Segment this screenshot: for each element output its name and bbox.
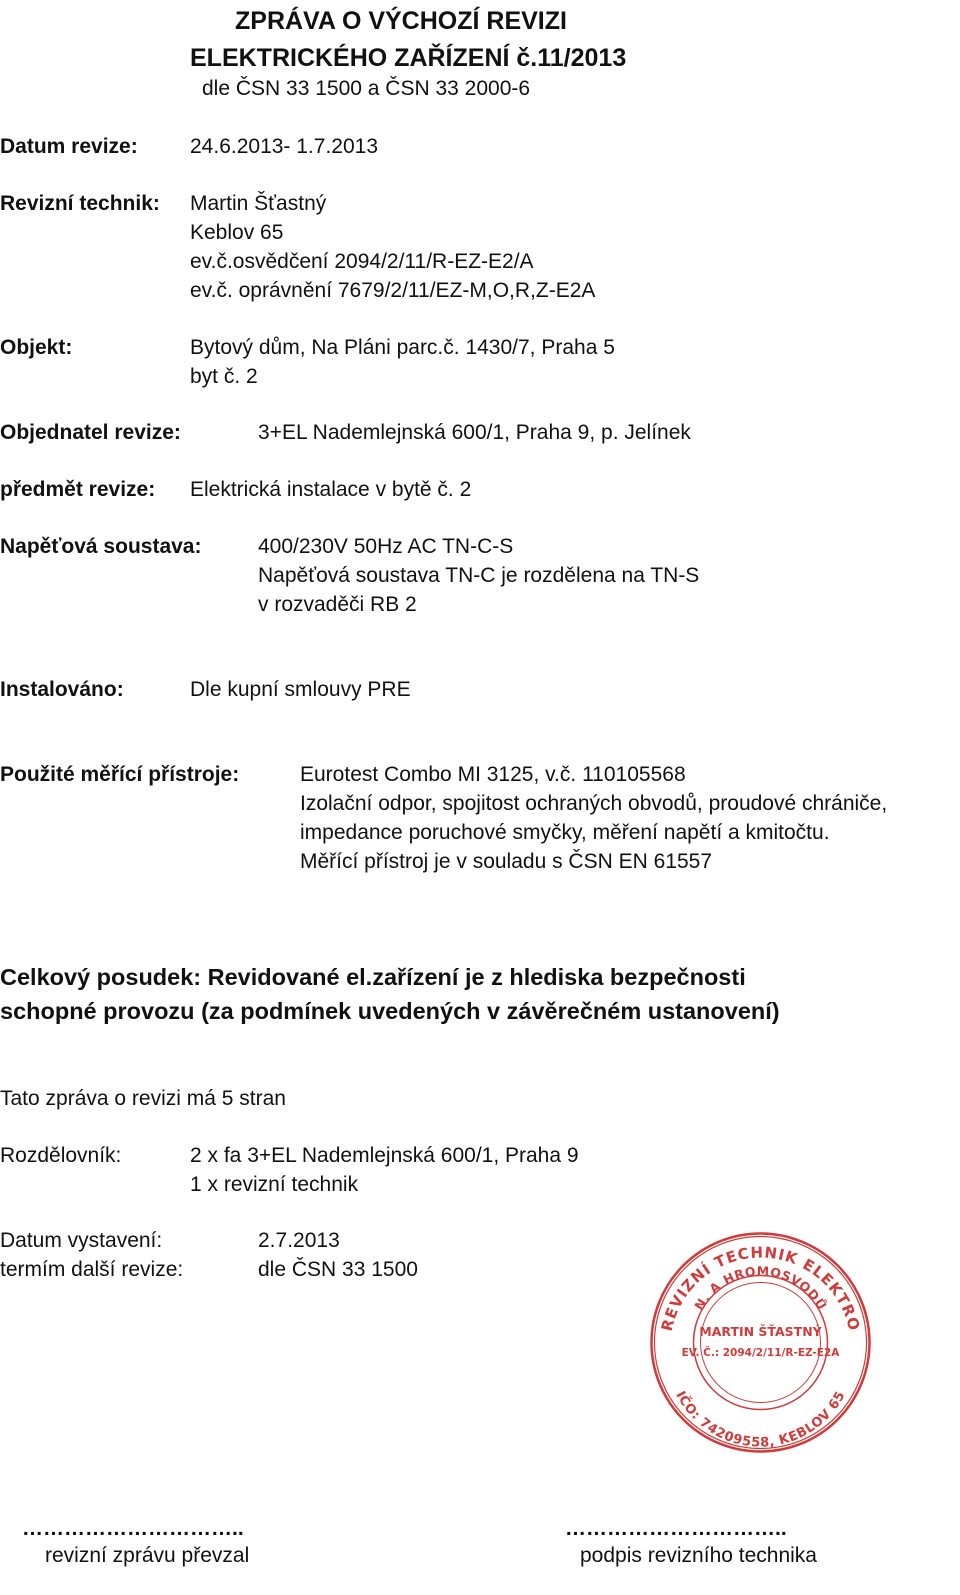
report-title-line2: ELEKTRICKÉHO ZAŘÍZENÍ č.11/2013 bbox=[190, 44, 627, 72]
pristroje-line: Měřící přístroj je v souladu s ČSN EN 61557 bbox=[300, 850, 713, 873]
datum-vystaveni-label: Datum vystavení: bbox=[0, 1229, 163, 1252]
datum-revize-value: 24.6.2013- 1.7.2013 bbox=[190, 135, 378, 158]
technik-line: Martin Šťastný bbox=[190, 192, 327, 215]
signature-caption-right: podpis revizního technika bbox=[580, 1544, 817, 1567]
soustava-label: Napěťová soustava: bbox=[0, 535, 202, 558]
posudek-line1: Celkový posudek: Revidované el.zařízení je z hlediska bezpečnosti bbox=[0, 964, 746, 990]
pages-note: Tato zpráva o revizi má 5 stran bbox=[0, 1087, 286, 1110]
stamp-cert: EV. Č.: 2094/2/11/R-EZ-E2A bbox=[681, 1347, 840, 1359]
stamp-ring-top: REVIZNÍ TECHNIK ELEKTRO bbox=[657, 1243, 864, 1334]
posudek-line2: schopné provozu (za podmínek uvedených v závěrečném ustanovení) bbox=[0, 998, 780, 1024]
signature-dots-right: ………………………….. bbox=[565, 1517, 787, 1540]
dalsi-revize-label: termím další revize: bbox=[0, 1258, 184, 1281]
objednatel-value: 3+EL Nademlejnská 600/1, Praha 9, p. Jelínek bbox=[258, 421, 691, 444]
instalovano-value: Dle kupní smlouvy PRE bbox=[190, 678, 411, 701]
datum-revize-label: Datum revize: bbox=[0, 135, 138, 158]
report-subtitle: dle ČSN 33 1500 a ČSN 33 2000-6 bbox=[202, 77, 531, 100]
company-stamp bbox=[648, 1230, 873, 1455]
objednatel-label: Objednatel revize: bbox=[0, 421, 181, 444]
pristroje-line: impedance poruchové smyčky, měření napětí a kmitočtu. bbox=[300, 821, 830, 844]
technik-line: Keblov 65 bbox=[190, 221, 284, 244]
instalovano-label: Instalováno: bbox=[0, 678, 124, 701]
technik-label: Revizní technik: bbox=[0, 192, 160, 215]
datum-vystaveni-value: 2.7.2013 bbox=[258, 1229, 340, 1252]
rozdelovnik-label: Rozdělovník: bbox=[0, 1144, 122, 1167]
signature-caption-left: revizní zprávu převzal bbox=[45, 1544, 250, 1567]
objekt-label: Objekt: bbox=[0, 336, 73, 359]
pristroje-label: Použité měřící přístroje: bbox=[0, 763, 240, 786]
pristroje-line: Eurotest Combo MI 3125, v.č. 110105568 bbox=[300, 763, 686, 786]
stamp-ring-bottom: IČO: 74209558, KEBLOV 65 bbox=[672, 1388, 849, 1451]
soustava-line: Napěťová soustava TN-C je rozdělena na TN-S bbox=[258, 564, 700, 587]
stamp-ring-inner: N. A HROMOSVODŮ bbox=[691, 1263, 830, 1313]
soustava-line: v rozvaděči RB 2 bbox=[258, 593, 417, 616]
signature-dots-left: ………………………….. bbox=[22, 1517, 244, 1540]
technik-line: ev.č.osvědčení 2094/2/11/R-EZ-E2/A bbox=[190, 250, 534, 273]
dalsi-revize-value: dle ČSN 33 1500 bbox=[258, 1258, 418, 1281]
soustava-line: 400/230V 50Hz AC TN-C-S bbox=[258, 535, 514, 558]
technik-line: ev.č. oprávnění 7679/2/11/EZ-M,O,R,Z-E2A bbox=[190, 279, 596, 302]
predmet-label: předmět revize: bbox=[0, 478, 156, 501]
rozdelovnik-line: 1 x revizní technik bbox=[190, 1173, 359, 1196]
predmet-value: Elektrická instalace v bytě č. 2 bbox=[190, 478, 472, 501]
rozdelovnik-line: 2 x fa 3+EL Nademlejnská 600/1, Praha 9 bbox=[190, 1144, 579, 1167]
objekt-line: byt č. 2 bbox=[190, 365, 258, 388]
objekt-line: Bytový dům, Na Pláni parc.č. 1430/7, Praha 5 bbox=[190, 336, 615, 359]
report-title-line1: ZPRÁVA O VÝCHOZÍ REVIZI bbox=[235, 7, 567, 35]
pristroje-line: Izolační odpor, spojitost ochraných obvodů, proudové chrániče, bbox=[300, 792, 888, 815]
stamp-name: MARTIN ŠŤASTNÝ bbox=[699, 1324, 822, 1339]
